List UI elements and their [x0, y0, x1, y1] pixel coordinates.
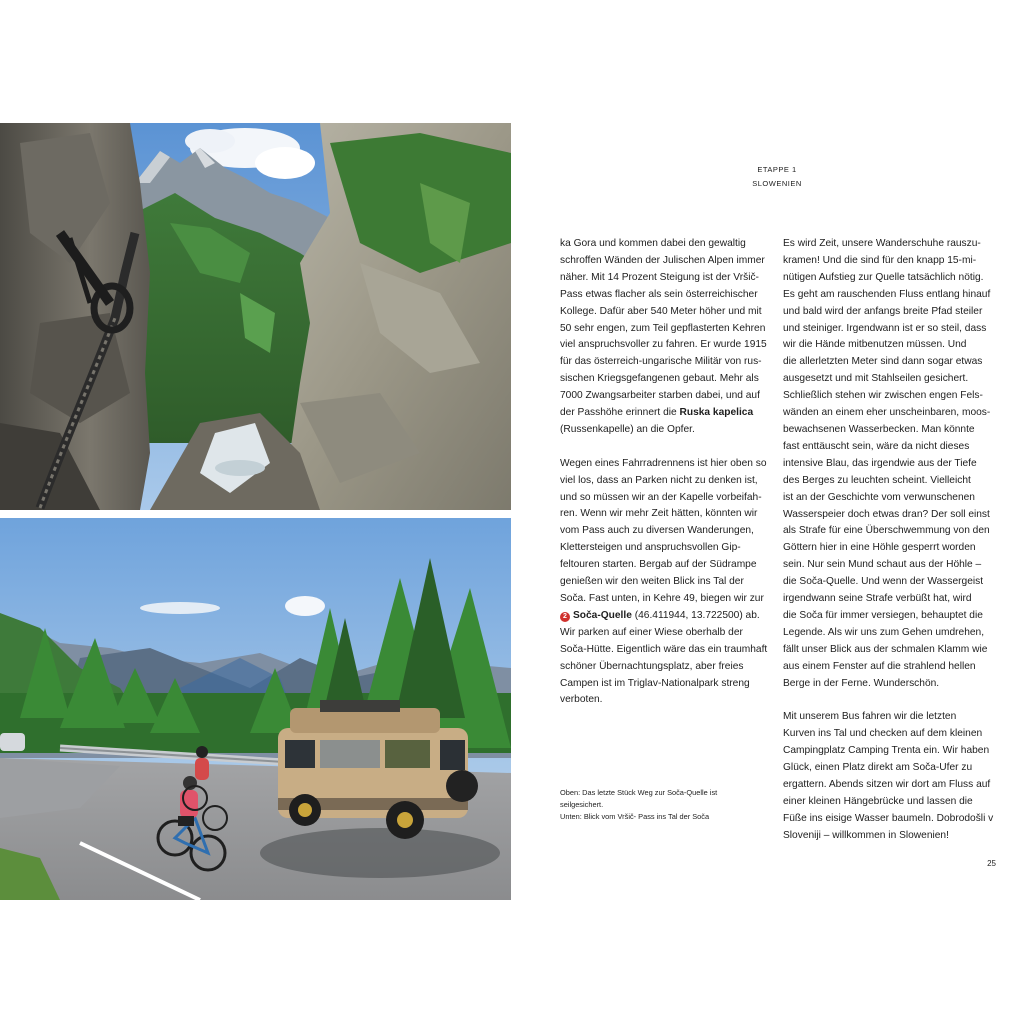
photo-caption: [560, 787, 770, 824]
place-name-bold: Ruska kapelica: [679, 407, 754, 419]
section-header: [560, 163, 994, 191]
text-line: ergattern. Abends sitzen wir dort am Fluss auf: [783, 778, 991, 790]
text-line: ist an der Geschichte vom verwunschenen: [783, 491, 975, 503]
pass-road-illustration: [0, 518, 511, 900]
text-line: wir die Hände mitbenutzen müssen. Und: [783, 339, 967, 351]
text-line: die Soča-Quelle. Und wenn der Wassergeist: [783, 576, 984, 588]
text-line: und bald wird der anfangs breite Pfad steiler: [783, 305, 983, 317]
text-line: bewachsenen Wasserbecken. Man könnte: [783, 423, 975, 435]
caption-line: Oben: Das letzte Stück Weg zur Soča-Quelle ist: [560, 788, 718, 797]
text-line: Campingplatz Camping Trenta ein. Wir haben: [783, 745, 990, 757]
text-line: aus einem Fenster auf die strahlend hellen: [783, 660, 976, 672]
text-line: kramen! Und die sind für den knapp 15-mi-: [783, 254, 977, 266]
text-line: ren. Wenn wir mehr Zeit hätten, könnten wir: [560, 508, 758, 520]
poi-name-bold: Soča-Quelle: [573, 609, 632, 621]
paragraph: [560, 456, 770, 710]
text-line: ausgesetzt und mit Stahlseilen gesichert.: [783, 373, 969, 385]
paragraph: [560, 236, 770, 439]
photo-gorge-steel-cable: [0, 123, 511, 510]
country-label: SLOWENIEN: [752, 179, 802, 188]
text-line: sein. Nur sein Mund schaut aus der Höhle –: [783, 559, 982, 571]
text-line: die allerletzten Meter sind dann sogar etwas: [783, 356, 983, 368]
paragraph: [783, 709, 993, 844]
page-number: 25: [987, 859, 996, 868]
text-line: Wegen eines Fahrradrennens ist hier oben so: [560, 457, 767, 469]
poi-number-marker: 2: [560, 612, 570, 622]
text-line: wänden an einem eher unscheinbaren, moos-: [783, 407, 991, 419]
text-run: der Passhöhe erinnert die: [560, 407, 680, 419]
text-line: fällt unser Blick aus der schmalen Klamm wie: [783, 643, 988, 655]
text-line: näher. Mit 14 Prozent Steigung ist der Vršič-: [560, 271, 759, 283]
text-line: Soča. Fast unten, in Kehre 49, biegen wir zur: [560, 593, 764, 605]
stage-label: ETAPPE 1: [757, 165, 797, 174]
text-line: viel los, dass an Parken nicht zu denken ist,: [560, 474, 758, 486]
text-line: Kurven ins Tal und checken auf dem kleinen: [783, 728, 983, 740]
text-line: Soča-Hütte. Eigentlich wäre das ein traumhaft: [560, 643, 768, 655]
text-line: 50 sehr engen, zum Teil gepflasterten Kehren: [560, 322, 766, 334]
text-line: verboten.: [560, 694, 603, 706]
text-line: des Berges zu leuchten scheint. Vielleicht: [783, 474, 971, 486]
text-line: nütigen Aufstieg zur Quelle tatsächlich nötig.: [783, 271, 984, 283]
text-line: fast enttäuscht sein, wäre da nicht dieses: [783, 440, 970, 452]
text-column-left: [560, 236, 770, 726]
text-line: (Russenkapelle) an die Opfer.: [560, 423, 695, 435]
text-line: vom Pass auch zu diversen Wanderungen,: [560, 525, 754, 537]
text-line: Kollege. Dafür aber 540 Meter höher und mit: [560, 305, 762, 317]
poi-coordinates: (46.411944, 13.722500) ab.: [631, 609, 760, 621]
text-line: [560, 405, 770, 422]
text-line: Göttern hier in eine Höhle gesperrt worden: [783, 542, 976, 554]
text-line: Füße ins eisige Wasser baumeln. Dobrodošli v: [783, 812, 994, 824]
text-line: sischen Kriegsgefangenen gebaut. Mehr als: [560, 373, 759, 385]
text-line: feltouren starten. Bergab auf der Südrampe: [560, 559, 757, 571]
text-line: Es geht am rauschenden Fluss entlang hinauf: [783, 288, 991, 300]
text-line: Berge in der Ferne. Wunderschön.: [783, 677, 940, 689]
text-line: Pass etwas flacher als sein österreichischer: [560, 288, 758, 300]
text-line: Es wird Zeit, unsere Wanderschuhe rauszu-: [783, 238, 981, 249]
text-line: ka Gora und kommen dabei den gewaltig: [560, 238, 746, 249]
text-line: Wasserspeier doch etwas dran? Der soll einst: [783, 508, 990, 520]
text-line: Legende. Als wir uns zum Gehen umdrehen,: [783, 626, 985, 638]
text-line: irgendwann seine Strafe verbüßt hat, wird: [783, 593, 972, 605]
text-line: einer kleinen Hängebrücke und lassen die: [783, 795, 973, 807]
text-line: schöner Übernachtungsplatz, aber freies: [560, 660, 744, 672]
text-line: viel anspruchsvoller zu fahren. Er wurde 1915: [560, 339, 767, 351]
text-line: Campen ist im Triglav-Nationalpark streng: [560, 677, 750, 689]
text-line: 7000 Zwangsarbeiter starben dabei, und auf: [560, 390, 760, 402]
text-line: die Soča für immer versiegen, behauptet die: [783, 609, 983, 621]
text-line: intensive Blau, das irgendwie aus der Tiefe: [783, 457, 977, 469]
text-line: für das österreich-ungarische Militär von rus-: [560, 356, 762, 368]
text-line: als Strafe für eine Überschwemmung von den: [783, 525, 990, 537]
photo-pass-road-van-cyclists: [0, 518, 511, 900]
text-line: Sloveniji – willkommen in Slowenien!: [783, 829, 949, 841]
text-line: Mit unserem Bus fahren wir die letzten: [783, 711, 957, 723]
text-line: und steiniger. Irgendwann ist er so steil, dass: [783, 322, 987, 334]
gorge-illustration: [0, 123, 511, 510]
text-line: und so müssen wir an der Kapelle vorbeifah-: [560, 491, 762, 503]
caption-line: Unten: Blick vom Vršič- Pass ins Tal der Soča: [560, 812, 710, 822]
text-line: Glück, einen Platz direkt am Soča-Ufer zu: [783, 762, 973, 774]
paragraph: [783, 236, 993, 692]
text-line: genießen wir den weiten Blick ins Tal der: [560, 576, 744, 588]
caption-line: seilgesichert.: [560, 800, 604, 810]
text-line: Klettersteigen und anspruchsvollen Gip-: [560, 542, 741, 554]
poi-line: [560, 608, 770, 625]
text-column-right: [783, 236, 993, 862]
text-line: Schließlich stehen wir zwischen engen Fels-: [783, 390, 983, 402]
text-line: Wir parken auf einer Wiese oberhalb der: [560, 626, 743, 638]
text-line: schroffen Wänden der Julischen Alpen immer: [560, 254, 765, 266]
